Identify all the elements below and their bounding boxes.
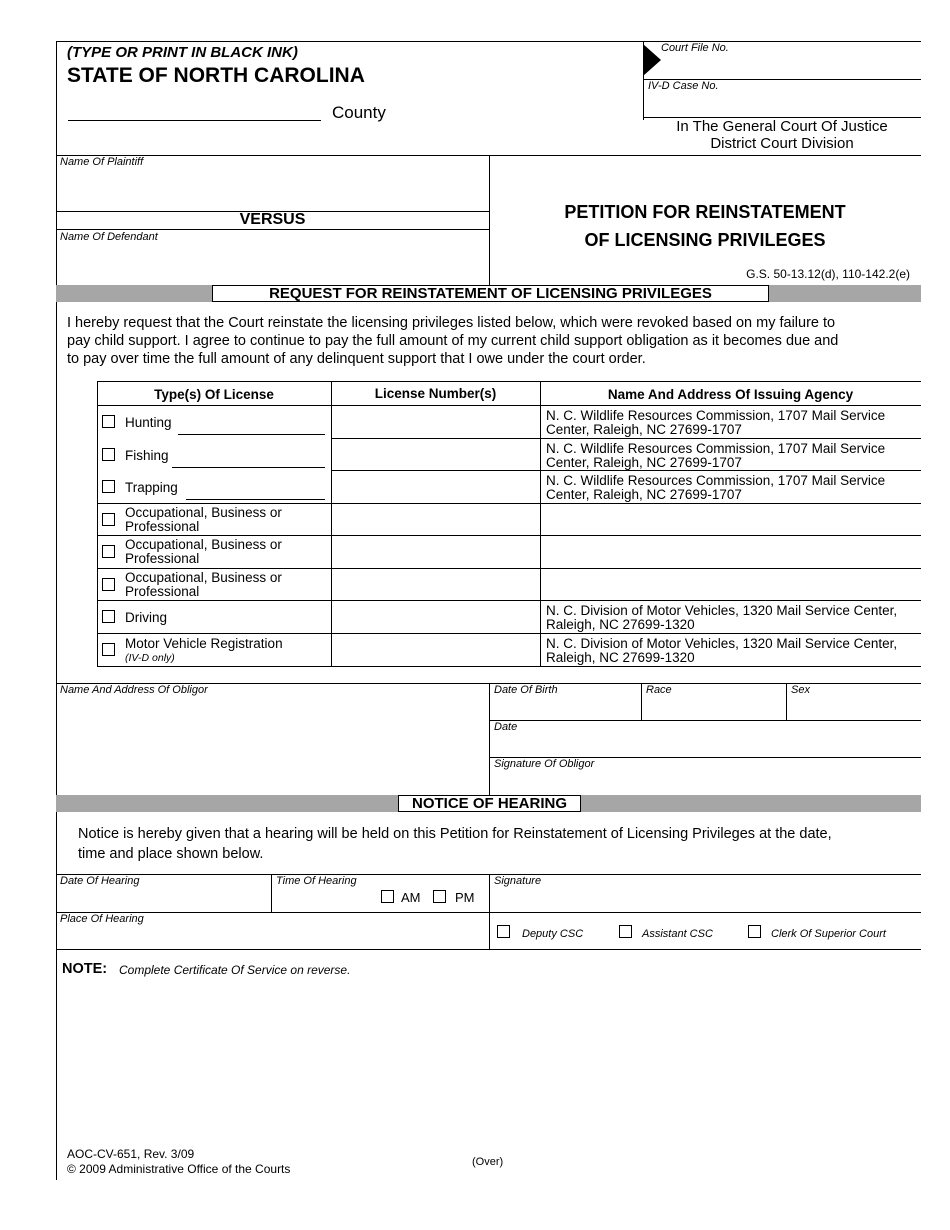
col-agency-header: Name And Address Of Issuing Agency: [607, 387, 854, 402]
request-heading: REQUEST FOR REINSTATEMENT OF LICENSING PRIVILEGES: [212, 285, 769, 302]
title-line1: PETITION FOR REINSTATEMENT: [564, 202, 846, 222]
copyright: © 2009 Administrative Office of the Courts: [67, 1162, 291, 1176]
page-title: [489, 198, 921, 254]
pm-label: PM: [455, 890, 475, 905]
hearing-signature-label: Signature: [494, 875, 542, 887]
trapping-line[interactable]: [186, 499, 325, 500]
request-line2: pay child support. I agree to continue to pay the full amount of my current child support obligation as it becomes due and: [67, 333, 839, 349]
clerk-checkbox[interactable]: [748, 925, 761, 938]
pm-checkbox[interactable]: [433, 890, 446, 903]
top-border: [56, 41, 921, 42]
request-line1: I hereby request that the Court reinstate the licensing privileges listed below, which were revoked based on my failure to: [67, 315, 836, 331]
arrow-icon: [643, 44, 661, 76]
court-division: [643, 118, 921, 152]
col-number-header: License Number(s): [374, 386, 497, 401]
over-note: (Over): [472, 1156, 504, 1168]
hearing-heading: NOTICE OF HEARING: [398, 795, 581, 812]
agency-line: Raleigh, NC 27699-1320: [546, 617, 695, 632]
am-label: AM: [401, 890, 421, 905]
am-checkbox[interactable]: [381, 890, 394, 903]
form-id: AOC-CV-651, Rev. 3/09: [67, 1147, 195, 1161]
driving-checkbox[interactable]: [102, 610, 115, 623]
row-line: [97, 568, 921, 569]
agency-line: Center, Raleigh, NC 27699-1707: [546, 422, 742, 437]
col-type-header: Type(s) Of License: [154, 387, 274, 402]
license-type-line: Occupational, Business or: [125, 505, 282, 520]
sex-divider: [786, 683, 787, 720]
license-type-line: Professional: [125, 551, 200, 566]
license-type-line: Occupational, Business or: [125, 570, 282, 585]
license-type: Driving: [125, 610, 168, 625]
ivd-only-note: (IV-D only): [125, 652, 175, 664]
date-label: Date: [494, 721, 518, 733]
occupational-checkbox-1[interactable]: [102, 513, 115, 526]
agency-line: N. C. Wildlife Resources Commission, 1707 Mail Service: [546, 408, 886, 423]
fishing-checkbox[interactable]: [102, 448, 115, 461]
versus-line: [56, 229, 489, 230]
license-type: [125, 506, 282, 534]
agency-line: N. C. Division of Motor Vehicles, 1320 Mail Service Center,: [546, 636, 898, 651]
table-top: [97, 381, 921, 382]
license-type: [125, 538, 282, 566]
time-divider: [271, 874, 272, 912]
trapping-checkbox[interactable]: [102, 480, 115, 493]
agency-line: Center, Raleigh, NC 27699-1707: [546, 487, 742, 502]
agency-address: [546, 442, 921, 470]
ivd-case-label: IV-D Case No.: [648, 80, 719, 92]
statute-ref: G.S. 50-13.12(d), 110-142.2(e): [746, 267, 910, 281]
notice-text: [78, 824, 832, 864]
row-line: [97, 535, 921, 536]
assistant-csc-label: Assistant CSC: [642, 928, 713, 940]
license-type: Fishing: [125, 448, 169, 463]
dob-field[interactable]: [489, 720, 921, 721]
request-line3: to pay over time the full amount of any delinquent support that I owe under the court order.: [67, 351, 646, 367]
agency-line: Center, Raleigh, NC 27699-1707: [546, 455, 742, 470]
agency-line: Raleigh, NC 27699-1320: [546, 650, 695, 665]
notice-line2: time and place shown below.: [78, 846, 264, 862]
license-type-line: Professional: [125, 584, 200, 599]
request-text: [67, 314, 838, 368]
race-divider: [641, 683, 642, 720]
row-line: [97, 600, 921, 601]
ink-note: (TYPE OR PRINT IN BLACK INK): [67, 44, 298, 61]
row-line: [97, 503, 921, 504]
agency-line: N. C. Wildlife Resources Commission, 1707 Mail Service: [546, 473, 886, 488]
agency-line: N. C. Wildlife Resources Commission, 1707 Mail Service: [546, 441, 886, 456]
court-line1: In The General Court Of Justice: [676, 118, 888, 135]
row-line: [97, 633, 921, 634]
hunting-line[interactable]: [178, 434, 325, 435]
race-label: Race: [646, 684, 672, 696]
hearing-bottom: [56, 949, 921, 950]
court-file-label: Court File No.: [661, 42, 729, 54]
table-col2: [331, 381, 332, 667]
hunting-checkbox[interactable]: [102, 415, 115, 428]
hearing-mid: [56, 912, 921, 913]
footer-info: [67, 1147, 290, 1177]
license-type: Trapping: [125, 480, 178, 495]
deputy-csc-checkbox[interactable]: [497, 925, 510, 938]
note-label: NOTE:: [62, 961, 108, 977]
agency-line: N. C. Division of Motor Vehicles, 1320 Mail Service Center,: [546, 603, 898, 618]
obligor-divider: [489, 683, 490, 795]
occupational-checkbox-2[interactable]: [102, 545, 115, 558]
table-bottom: [97, 666, 921, 667]
agency-address: [546, 604, 921, 632]
notice-line1: Notice is hereby given that a hearing will be held on this Petition for Reinstatement of Licensing Privileges at the date,: [78, 826, 832, 842]
hearing-place-label: Place Of Hearing: [60, 913, 144, 925]
obligor-signature-label: Signature Of Obligor: [494, 758, 595, 770]
state-name: STATE OF NORTH CAROLINA: [67, 64, 365, 87]
assistant-csc-checkbox[interactable]: [619, 925, 632, 938]
deputy-csc-label: Deputy CSC: [522, 928, 584, 940]
license-type-line: Occupational, Business or: [125, 537, 282, 552]
row-line: [331, 438, 921, 439]
agency-address: [546, 409, 921, 437]
dob-label: Date Of Birth: [494, 684, 558, 696]
table-col3: [540, 381, 541, 667]
row-line: [331, 470, 921, 471]
hearing-time-label: Time Of Hearing: [276, 875, 357, 887]
county-line[interactable]: [68, 120, 321, 121]
agency-address: [546, 474, 921, 502]
row-line: [97, 405, 921, 406]
occupational-checkbox-3[interactable]: [102, 578, 115, 591]
license-type: [125, 571, 282, 599]
county-label: County: [332, 103, 386, 122]
file-box-border: [643, 41, 644, 120]
license-type: Hunting: [125, 415, 172, 430]
clerk-label: Clerk Of Superior Court: [771, 928, 886, 940]
license-type-line: Professional: [125, 519, 200, 534]
agency-address: [546, 637, 921, 665]
vehicle-registration-checkbox[interactable]: [102, 643, 115, 656]
note-text: Complete Certificate Of Service on reverse.: [119, 963, 351, 977]
fishing-line[interactable]: [172, 467, 325, 468]
obligor-name-label: Name And Address Of Obligor: [60, 684, 208, 696]
license-type: Motor Vehicle Registration: [125, 636, 283, 651]
plaintiff-label: Name Of Plaintiff: [60, 156, 144, 168]
versus-label: VERSUS: [239, 211, 306, 228]
sex-label: Sex: [791, 684, 810, 696]
table-left: [97, 381, 98, 667]
defendant-label: Name Of Defendant: [60, 231, 158, 243]
court-line2: District Court Division: [710, 135, 854, 152]
title-line2: OF LICENSING PRIVILEGES: [584, 230, 826, 250]
hearing-date-label: Date Of Hearing: [60, 875, 140, 887]
